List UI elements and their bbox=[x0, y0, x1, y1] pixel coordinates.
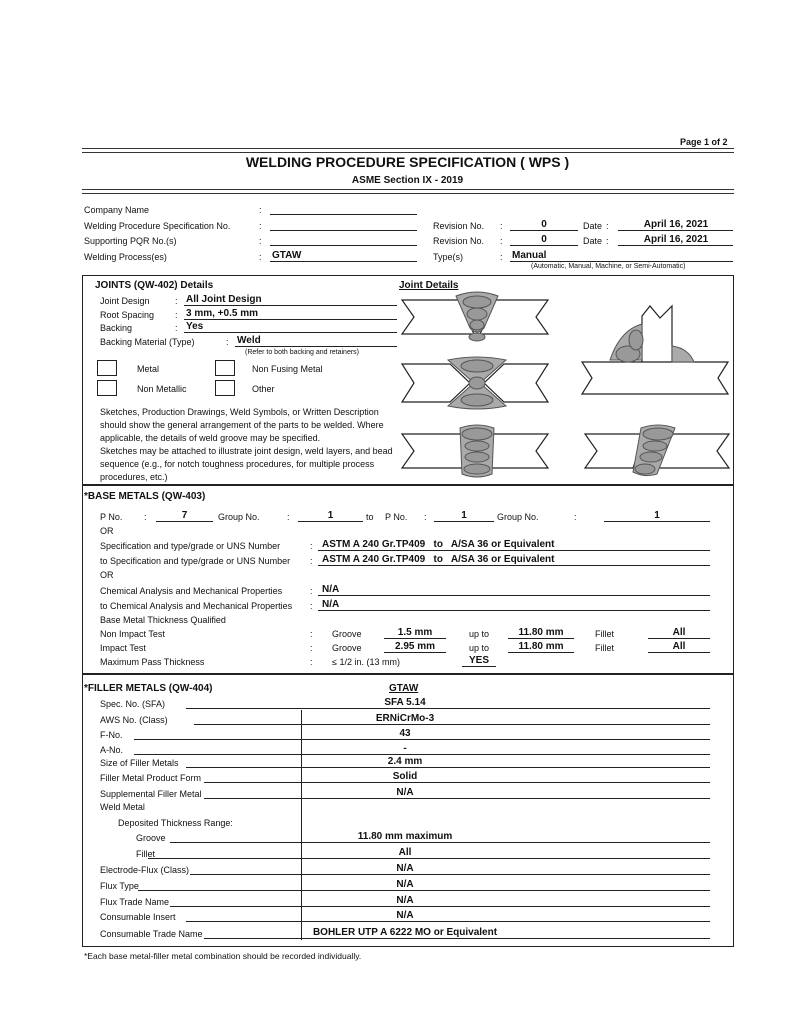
non-impact-upto-value: 11.80 mm bbox=[518, 627, 564, 638]
non-impact-upto-field[interactable] bbox=[508, 638, 574, 639]
colon: : bbox=[259, 252, 262, 262]
p-no-value: 7 bbox=[181, 510, 188, 521]
joint-design-value: All Joint Design bbox=[186, 294, 262, 305]
filler-row-field[interactable] bbox=[186, 767, 710, 768]
colon: : bbox=[310, 601, 313, 611]
impact-fillet-value: All bbox=[672, 641, 686, 652]
p-no-label: P No. bbox=[100, 512, 123, 522]
spec-field[interactable] bbox=[318, 550, 710, 551]
up-to-label: up to bbox=[469, 629, 490, 639]
revision-label: Revision No. bbox=[433, 221, 485, 231]
filler-row-value: ERNiCrMo-3 bbox=[375, 713, 435, 724]
root-spacing-value: 3 mm, +0.5 mm bbox=[186, 308, 258, 319]
colon: : bbox=[226, 337, 229, 347]
filler-row-label: Spec. No. (SFA) bbox=[100, 699, 166, 709]
title-rule-bottom bbox=[82, 189, 734, 194]
revision-field-1[interactable] bbox=[510, 230, 578, 231]
revision-value-2: 0 bbox=[541, 234, 547, 245]
filler-row-value: Solid bbox=[392, 771, 418, 782]
filler-row-field[interactable] bbox=[190, 874, 710, 875]
process-label: Welding Process(es) bbox=[84, 252, 167, 262]
to-spec-field[interactable] bbox=[318, 565, 710, 566]
page-number: Page 1 of 2 bbox=[680, 137, 728, 147]
filler-row-field[interactable] bbox=[204, 782, 710, 783]
impact-groove-field[interactable] bbox=[384, 652, 446, 653]
non-impact-groove-value: 1.5 mm bbox=[397, 627, 433, 638]
spec-label: Specification and type/grade or UNS Number bbox=[100, 541, 281, 551]
filler-row-field[interactable] bbox=[134, 754, 710, 755]
max-pass-value: YES bbox=[468, 655, 489, 666]
process-field[interactable] bbox=[270, 261, 417, 262]
filler-row-label: Electrode-Flux (Class) bbox=[100, 865, 190, 875]
group-no-label: Group No. bbox=[218, 512, 260, 522]
butt-groove-sketch bbox=[583, 424, 733, 480]
non-fusing-option-label: Non Fusing Metal bbox=[252, 364, 323, 374]
impact-label: Impact Test bbox=[100, 643, 146, 653]
chem-value: N/A bbox=[322, 584, 340, 595]
to-chem-field[interactable] bbox=[318, 610, 710, 611]
process-value: GTAW bbox=[272, 250, 302, 261]
filler-row-value: N/A bbox=[396, 787, 414, 798]
filler-row-value: SFA 5.14 bbox=[384, 697, 426, 708]
filler-row-field[interactable] bbox=[204, 938, 710, 939]
filler-row-value: N/A bbox=[396, 910, 414, 921]
joint-design-field[interactable] bbox=[184, 305, 397, 306]
backing-value: Yes bbox=[186, 321, 204, 332]
to-label: to bbox=[366, 512, 374, 522]
filler-row-field[interactable] bbox=[170, 842, 710, 843]
square-groove-sketch bbox=[400, 424, 560, 480]
max-pass-criterion: ≤ 1/2 in. (13 mm) bbox=[332, 657, 400, 667]
non-impact-label: Non Impact Test bbox=[100, 629, 165, 639]
sketch-text-3: applicable, the details of weld groove may be specified. bbox=[100, 433, 321, 443]
filler-row-value: N/A bbox=[396, 895, 414, 906]
p-no-2-label: P No. bbox=[385, 512, 408, 522]
colon: : bbox=[574, 512, 577, 522]
sketch-text-1: Sketches, Production Drawings, Weld Symbols, or Written Description bbox=[100, 407, 379, 417]
filler-row-field[interactable] bbox=[170, 906, 710, 907]
backing-material-value: Weld bbox=[237, 335, 261, 346]
filler-row-value: All bbox=[398, 847, 412, 858]
sketch-text-6: procedures, etc.) bbox=[100, 472, 168, 482]
colon: : bbox=[144, 512, 147, 522]
colon: : bbox=[310, 629, 313, 639]
chem-label: Chemical Analysis and Mechanical Properties bbox=[100, 586, 283, 596]
colon: : bbox=[175, 310, 178, 320]
non-metallic-option-label: Non Metallic bbox=[137, 384, 187, 394]
backing-material-field[interactable] bbox=[235, 346, 397, 347]
filler-row-label: Weld Metal bbox=[100, 802, 145, 812]
filler-row-field[interactable] bbox=[148, 858, 710, 859]
other-checkbox[interactable] bbox=[215, 380, 235, 396]
joints-heading: JOINTS (QW-402) Details bbox=[95, 280, 214, 291]
filler-row-value: N/A bbox=[396, 863, 414, 874]
or-label: OR bbox=[100, 570, 114, 580]
revision-field-2[interactable] bbox=[510, 245, 578, 246]
to-spec-label: to Specification and type/grade or UNS Number bbox=[100, 556, 291, 566]
impact-upto-value: 11.80 mm bbox=[518, 641, 564, 652]
page-subtitle: ASME Section IX - 2019 bbox=[351, 175, 464, 186]
metal-option-label: Metal bbox=[137, 364, 160, 374]
colon: : bbox=[424, 512, 427, 522]
thickness-label: Base Metal Thickness Qualified bbox=[100, 615, 226, 625]
company-name-field[interactable] bbox=[270, 214, 417, 215]
non-impact-fillet-field[interactable] bbox=[648, 638, 710, 639]
date-value-1: April 16, 2021 bbox=[643, 219, 709, 230]
date-field-1[interactable] bbox=[618, 230, 733, 231]
groove-label: Groove bbox=[332, 643, 362, 653]
backing-note: (Refer to both backing and retainers) bbox=[245, 349, 360, 356]
filler-row-field[interactable] bbox=[138, 890, 710, 891]
max-pass-field[interactable] bbox=[462, 666, 496, 667]
filler-column-heading: GTAW bbox=[389, 683, 419, 694]
filler-row-label: Fillet bbox=[136, 849, 156, 859]
filler-row-label: Supplemental Filler Metal bbox=[100, 789, 202, 799]
revision-value-1: 0 bbox=[541, 219, 547, 230]
filler-row-label: Groove bbox=[136, 833, 166, 843]
date-label: Date bbox=[583, 236, 603, 246]
colon: : bbox=[606, 221, 609, 231]
colon: : bbox=[287, 512, 290, 522]
types-label: Type(s) bbox=[433, 252, 464, 262]
colon: : bbox=[259, 236, 262, 246]
group-no-2-field[interactable] bbox=[604, 521, 710, 522]
group-no-value: 1 bbox=[327, 510, 334, 521]
p-no-2-value: 1 bbox=[461, 510, 467, 521]
fillet-label: Fillet bbox=[595, 643, 615, 653]
footnote: *Each base metal-filler metal combination should be recorded individually. bbox=[84, 951, 362, 961]
filler-row-label: Size of Filler Metals bbox=[100, 758, 179, 768]
filler-row-label: Filler Metal Product Form bbox=[100, 773, 202, 783]
colon: : bbox=[310, 541, 313, 551]
page-title: WELDING PROCEDURE SPECIFICATION ( WPS ) bbox=[245, 154, 570, 170]
other-option-label: Other bbox=[252, 384, 275, 394]
filler-row-value: 2.4 mm bbox=[387, 756, 423, 767]
colon: : bbox=[500, 221, 503, 231]
to-spec-value: ASTM A 240 Gr.TP409 to A/SA 36 or Equivalent bbox=[322, 554, 555, 565]
backing-field[interactable] bbox=[184, 332, 397, 333]
to-chem-label: to Chemical Analysis and Mechanical Properties bbox=[100, 601, 293, 611]
groove-label: Groove bbox=[332, 629, 362, 639]
non-impact-groove-field[interactable] bbox=[384, 638, 446, 639]
filler-metals-heading: *FILLER METALS (QW-404) bbox=[84, 683, 213, 694]
sketch-text-5: sequence (e.g., for notch toughness procedures, for multiple process bbox=[100, 459, 375, 469]
colon: : bbox=[500, 236, 503, 246]
impact-fillet-field[interactable] bbox=[648, 652, 710, 653]
p-no-field[interactable] bbox=[156, 521, 213, 522]
revision-label: Revision No. bbox=[433, 236, 485, 246]
colon: : bbox=[310, 657, 313, 667]
colon: : bbox=[175, 323, 178, 333]
colon: : bbox=[175, 296, 178, 306]
spec-value: ASTM A 240 Gr.TP409 to A/SA 36 or Equivalent bbox=[322, 539, 555, 550]
date-value-2: April 16, 2021 bbox=[643, 234, 709, 245]
filler-row-label: AWS No. (Class) bbox=[100, 715, 168, 725]
filler-row-field[interactable] bbox=[186, 708, 710, 709]
non-impact-fillet-value: All bbox=[672, 627, 686, 638]
colon: : bbox=[259, 205, 262, 215]
max-pass-label: Maximum Pass Thickness bbox=[100, 657, 205, 667]
filler-row-label: F-No. bbox=[100, 730, 123, 740]
filler-row-field[interactable] bbox=[194, 724, 710, 725]
up-to-label: up to bbox=[469, 643, 490, 653]
pqr-label: Supporting PQR No.(s) bbox=[84, 236, 177, 246]
chem-field[interactable] bbox=[318, 595, 710, 596]
wps-no-field[interactable] bbox=[270, 230, 417, 231]
p-no-2-field[interactable] bbox=[434, 521, 494, 522]
company-name-label: Company Name bbox=[84, 205, 150, 215]
filler-row-value: 11.80 mm maximum bbox=[357, 831, 453, 842]
group-no-2-value: 1 bbox=[654, 510, 660, 521]
root-spacing-field[interactable] bbox=[184, 319, 397, 320]
date-label: Date bbox=[583, 221, 603, 231]
joint-design-label: Joint Design bbox=[100, 296, 150, 306]
filler-row-value: - bbox=[403, 743, 407, 754]
non-fusing-checkbox[interactable] bbox=[215, 360, 235, 376]
filler-row-value: BOHLER UTP A 6222 MO or Equivalent bbox=[312, 927, 498, 938]
single-v-groove-sketch bbox=[400, 288, 560, 348]
filler-row-label: Consumable Trade Name bbox=[100, 929, 203, 939]
filler-row-label: Deposited Thickness Range: bbox=[118, 818, 233, 828]
colon: : bbox=[310, 643, 313, 653]
colon: : bbox=[310, 586, 313, 596]
group-no-field[interactable] bbox=[298, 521, 363, 522]
date-field-2[interactable] bbox=[618, 245, 733, 246]
non-metallic-checkbox[interactable] bbox=[97, 380, 117, 396]
filler-row-label: Flux Type bbox=[100, 881, 139, 891]
filler-row-label: Consumable Insert bbox=[100, 912, 176, 922]
backing-label: Backing bbox=[100, 323, 133, 333]
backing-material-label: Backing Material (Type) bbox=[100, 337, 195, 347]
colon: : bbox=[259, 221, 262, 231]
types-field[interactable] bbox=[510, 261, 733, 262]
pqr-field[interactable] bbox=[270, 245, 417, 246]
tee-fillet-sketch bbox=[580, 300, 730, 400]
types-note: (Automatic, Manual, Machine, or Semi-Automatic) bbox=[531, 263, 686, 270]
fillet-label: Fillet bbox=[595, 629, 615, 639]
filler-row-field[interactable] bbox=[204, 798, 710, 799]
filler-row-field[interactable] bbox=[134, 739, 710, 740]
sketch-text-4: Sketches may be attached to illustrate joint design, weld layers, and bead bbox=[100, 446, 393, 456]
colon: : bbox=[310, 556, 313, 566]
joint-details-heading: Joint Details bbox=[399, 280, 459, 291]
or-label: OR bbox=[100, 526, 114, 536]
metal-checkbox[interactable] bbox=[97, 360, 117, 376]
filler-row-value: N/A bbox=[396, 879, 414, 890]
types-value: Manual bbox=[512, 250, 547, 261]
impact-groove-value: 2.95 mm bbox=[394, 641, 436, 652]
impact-upto-field[interactable] bbox=[508, 652, 574, 653]
colon: : bbox=[500, 252, 503, 262]
root-spacing-label: Root Spacing bbox=[100, 310, 155, 320]
double-v-groove-sketch bbox=[400, 354, 560, 412]
to-chem-value: N/A bbox=[322, 599, 340, 610]
group-no-2-label: Group No. bbox=[497, 512, 539, 522]
filler-row-label: A-No. bbox=[100, 745, 124, 755]
filler-row-value: 43 bbox=[399, 728, 411, 739]
filler-row-label: Flux Trade Name bbox=[100, 897, 170, 907]
title-rule-top bbox=[82, 148, 734, 153]
base-metals-heading: *BASE METALS (QW-403) bbox=[84, 491, 206, 502]
filler-row-field[interactable] bbox=[186, 921, 710, 922]
wps-no-label: Welding Procedure Specification No. bbox=[84, 221, 231, 231]
sketch-text-2: should show the general arrangement of the parts to be welded. Where bbox=[100, 420, 384, 430]
colon: : bbox=[606, 236, 609, 246]
